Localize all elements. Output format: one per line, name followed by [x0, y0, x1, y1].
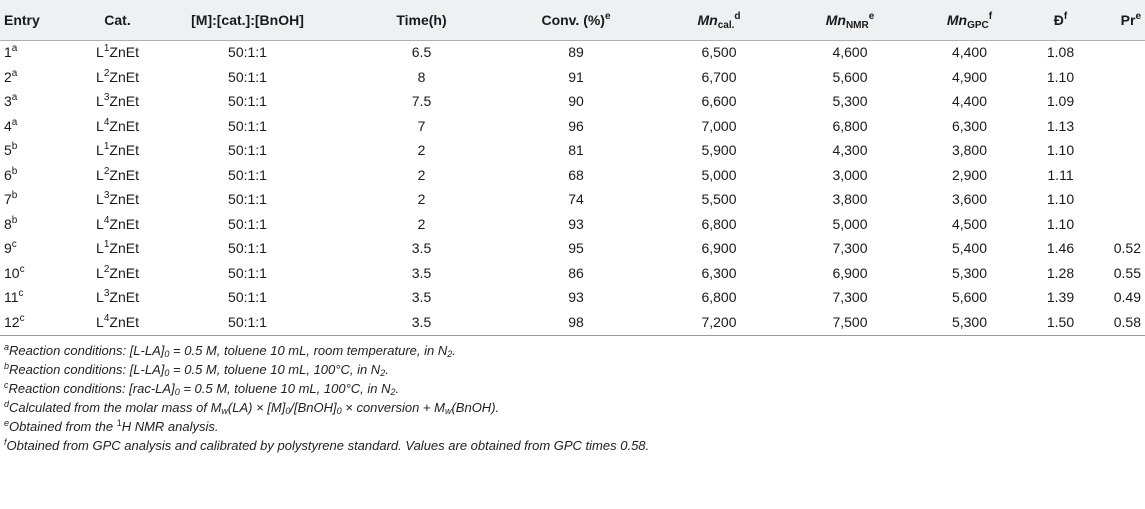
- cell-ratio: 50:1:1: [228, 44, 267, 61]
- cell-catalyst: $L^4ZnEt$: [96, 214, 139, 232]
- table-body: [0, 40, 1145, 334]
- cell-conversion: 96: [568, 117, 584, 134]
- cell-ratio: 50:1:1: [228, 93, 267, 110]
- table-row: [0, 138, 1145, 163]
- cell-time: 3.5: [411, 289, 432, 306]
- cell-conversion: 91: [568, 68, 584, 85]
- cell-pr: 0.58: [1113, 313, 1141, 330]
- cell-pr: [1093, 89, 1145, 114]
- table-row: [0, 89, 1145, 114]
- cell-conversion: 93: [568, 215, 584, 232]
- table-row: [0, 285, 1145, 310]
- cell-mn-nmr: 7,300: [832, 240, 868, 257]
- cell-time: 8: [417, 68, 426, 85]
- cell-catalyst: $L^1ZnEt$: [96, 239, 139, 257]
- cell-dispersity: 1.10: [1046, 191, 1075, 208]
- cell-time: 2: [417, 142, 426, 159]
- cell-entry: 7$^b$: [4, 190, 18, 208]
- cell-time: 2: [417, 191, 426, 208]
- cell-pr: [1093, 138, 1145, 163]
- cell-pr: 0.55: [1113, 264, 1141, 281]
- cell-mn-nmr: 3,800: [832, 191, 868, 208]
- cell-ratio: 50:1:1: [228, 142, 267, 159]
- cell-catalyst: $L^4ZnEt$: [96, 116, 139, 134]
- cell-dispersity: 1.13: [1046, 117, 1075, 134]
- cell-entry: 9$^c$: [4, 239, 17, 257]
- header-dispersity: $Đ^f$: [1053, 11, 1068, 28]
- cell-mn-nmr: 4,300: [832, 142, 868, 159]
- table-row: [0, 212, 1145, 237]
- cell-ratio: 50:1:1: [228, 264, 267, 281]
- cell-entry: 3$^a$: [4, 92, 18, 110]
- cell-entry: 6$^b$: [4, 165, 18, 183]
- header-mn-calculated: $Mn_{cal.}^d$: [697, 11, 741, 31]
- header-entry: Entry: [4, 12, 40, 28]
- cell-catalyst: $L^1ZnEt$: [96, 43, 139, 61]
- cell-conversion: 89: [568, 44, 584, 61]
- header-rule: [0, 40, 1145, 41]
- cell-mn-gpc: 3,800: [951, 142, 988, 159]
- cell-mn-gpc: 4,400: [951, 44, 988, 61]
- cell-mn-gpc: 2,900: [951, 166, 988, 183]
- header-pr: Pr$^e$: [1120, 11, 1141, 28]
- cell-ratio: 50:1:1: [228, 117, 267, 134]
- cell-conversion: 81: [568, 142, 584, 159]
- cell-mn-gpc: 4,500: [951, 215, 988, 232]
- cell-mn-gpc: 4,900: [951, 68, 988, 85]
- table-row: [0, 187, 1145, 212]
- footnotes: [4, 341, 649, 455]
- cell-mn-nmr: 5,300: [832, 93, 868, 110]
- cell-conversion: 90: [568, 93, 584, 110]
- cell-pr: [1093, 212, 1145, 237]
- cell-mn-calculated: 6,800: [701, 289, 737, 306]
- cell-dispersity: 1.28: [1046, 264, 1075, 281]
- cell-ratio: 50:1:1: [228, 68, 267, 85]
- footnote-c: $^c$Reaction conditions: $[rac-LA]_0 = 0.5$ M, toluene 10 mL, 100°C, in $N_2$.: [4, 380, 400, 397]
- cell-mn-nmr: 6,900: [832, 264, 868, 281]
- cell-mn-nmr: 5,600: [832, 68, 868, 85]
- footnote-a: $^a$Reaction conditions: $[L-LA]_0 = 0.5$ M, toluene 10 mL, room temperature, in $N_2$.: [4, 342, 456, 359]
- table-bottom-rule: [0, 335, 1145, 336]
- cell-dispersity: 1.39: [1046, 289, 1075, 306]
- cell-mn-gpc: 5,300: [951, 264, 988, 281]
- cell-mn-calculated: 6,700: [701, 68, 737, 85]
- cell-pr: [1093, 40, 1145, 65]
- cell-mn-calculated: 7,200: [701, 313, 737, 330]
- cell-time: 6.5: [411, 44, 432, 61]
- cell-mn-nmr: 6,800: [832, 117, 868, 134]
- cell-entry: 8$^b$: [4, 214, 18, 232]
- cell-mn-nmr: 7,500: [832, 313, 868, 330]
- cell-dispersity: 1.10: [1046, 68, 1075, 85]
- cell-time: 7.5: [411, 93, 432, 110]
- cell-catalyst: $L^4ZnEt$: [96, 312, 139, 330]
- cell-entry: 11$^c$: [4, 288, 24, 306]
- table-row: [0, 310, 1145, 335]
- cell-dispersity: 1.10: [1046, 215, 1075, 232]
- cell-mn-gpc: 6,300: [951, 117, 988, 134]
- cell-time: 3.5: [411, 264, 432, 281]
- cell-mn-calculated: 6,300: [701, 264, 737, 281]
- cell-mn-calculated: 6,600: [701, 93, 737, 110]
- cell-mn-calculated: 6,800: [701, 215, 737, 232]
- table-row: [0, 40, 1145, 65]
- cell-mn-gpc: 4,400: [951, 93, 988, 110]
- cell-catalyst: $L^3ZnEt$: [96, 190, 139, 208]
- cell-catalyst: $L^3ZnEt$: [96, 288, 139, 306]
- cell-entry: 4$^a$: [4, 116, 18, 134]
- cell-pr: [1093, 114, 1145, 139]
- header-catalyst: Cat.: [104, 12, 131, 28]
- table-row: [0, 114, 1145, 139]
- cell-mn-nmr: 5,000: [832, 215, 868, 232]
- cell-mn-nmr: 4,600: [832, 44, 868, 61]
- cell-time: 3.5: [411, 240, 432, 257]
- cell-dispersity: 1.10: [1046, 142, 1075, 159]
- cell-entry: 10$^c$: [4, 263, 25, 281]
- cell-time: 3.5: [411, 313, 432, 330]
- cell-entry: 2$^a$: [4, 67, 18, 85]
- cell-ratio: 50:1:1: [228, 166, 267, 183]
- cell-pr: [1093, 65, 1145, 90]
- cell-conversion: 68: [568, 166, 584, 183]
- cell-catalyst: $L^2ZnEt$: [96, 165, 139, 183]
- cell-ratio: 50:1:1: [228, 215, 267, 232]
- cell-pr: [1093, 187, 1145, 212]
- header-conversion: Conv. (%)$^e$: [541, 11, 611, 28]
- cell-mn-calculated: 6,900: [701, 240, 737, 257]
- table-row: [0, 163, 1145, 188]
- cell-time: 2: [417, 215, 426, 232]
- cell-entry: 5$^b$: [4, 141, 18, 159]
- cell-mn-calculated: 5,000: [701, 166, 737, 183]
- footnote-e: $^e$Obtained from the $^1$H NMR analysis.: [4, 418, 219, 434]
- table-row: [0, 65, 1145, 90]
- cell-time: 2: [417, 166, 426, 183]
- cell-time: 7: [417, 117, 426, 134]
- header-mn-nmr: $Mn_{NMR}^e$: [825, 11, 875, 31]
- cell-conversion: 74: [568, 191, 584, 208]
- table-row: [0, 261, 1145, 286]
- cell-conversion: 98: [568, 313, 584, 330]
- cell-mn-nmr: 3,000: [832, 166, 868, 183]
- cell-catalyst: $L^1ZnEt$: [96, 141, 139, 159]
- cell-pr: 0.49: [1113, 289, 1141, 306]
- cell-catalyst: $L^2ZnEt$: [96, 67, 139, 85]
- cell-dispersity: 1.50: [1046, 313, 1075, 330]
- table-row: [0, 236, 1145, 261]
- cell-mn-calculated: 7,000: [701, 117, 737, 134]
- cell-ratio: 50:1:1: [228, 289, 267, 306]
- cell-catalyst: $L^2ZnEt$: [96, 263, 139, 281]
- header-ratio: [M]:[cat.]:[BnOH]: [191, 12, 304, 28]
- cell-ratio: 50:1:1: [228, 240, 267, 257]
- cell-pr: [1093, 163, 1145, 188]
- cell-ratio: 50:1:1: [228, 191, 267, 208]
- cell-conversion: 93: [568, 289, 584, 306]
- footnote-b: $^b$Reaction conditions: $[L-LA]_0 = 0.5$ M, toluene 10 mL, 100°C, in $N_2$.: [4, 361, 389, 378]
- cell-mn-calculated: 5,500: [701, 191, 737, 208]
- cell-ratio: 50:1:1: [228, 313, 267, 330]
- cell-pr: 0.52: [1113, 240, 1141, 257]
- cell-dispersity: 1.11: [1047, 166, 1074, 183]
- cell-mn-gpc: 5,300: [951, 313, 988, 330]
- cell-mn-gpc: 5,400: [951, 240, 988, 257]
- cell-dispersity: 1.08: [1046, 44, 1075, 61]
- cell-dispersity: 1.09: [1046, 93, 1075, 110]
- header-time: Time(h): [396, 12, 447, 28]
- cell-mn-calculated: 5,900: [701, 142, 737, 159]
- cell-mn-nmr: 7,300: [832, 289, 868, 306]
- cell-conversion: 95: [568, 240, 584, 257]
- footnote-d: $^d$Calculated from the molar mass of $M_w(LA)$ × $[M]_0/[BnOH]_0$ × conversion + $M_w(BnOH)$.: [4, 399, 500, 416]
- footnote-f: $^f$Obtained from GPC analysis and calibrated by polystyrene standard. Values are obtained from GPC times 0.58.: [4, 437, 650, 453]
- header-mn-gpc: $Mn_{GPC}^f$: [946, 11, 993, 31]
- header-row: [0, 0, 1145, 40]
- cell-conversion: 86: [568, 264, 584, 281]
- cell-entry: 1$^a$: [4, 43, 18, 61]
- cell-mn-gpc: 5,600: [951, 289, 988, 306]
- cell-dispersity: 1.46: [1046, 240, 1075, 257]
- cell-catalyst: $L^3ZnEt$: [96, 92, 139, 110]
- cell-mn-calculated: 6,500: [701, 44, 737, 61]
- cell-mn-gpc: 3,600: [951, 191, 988, 208]
- cell-entry: 12$^c$: [4, 312, 25, 330]
